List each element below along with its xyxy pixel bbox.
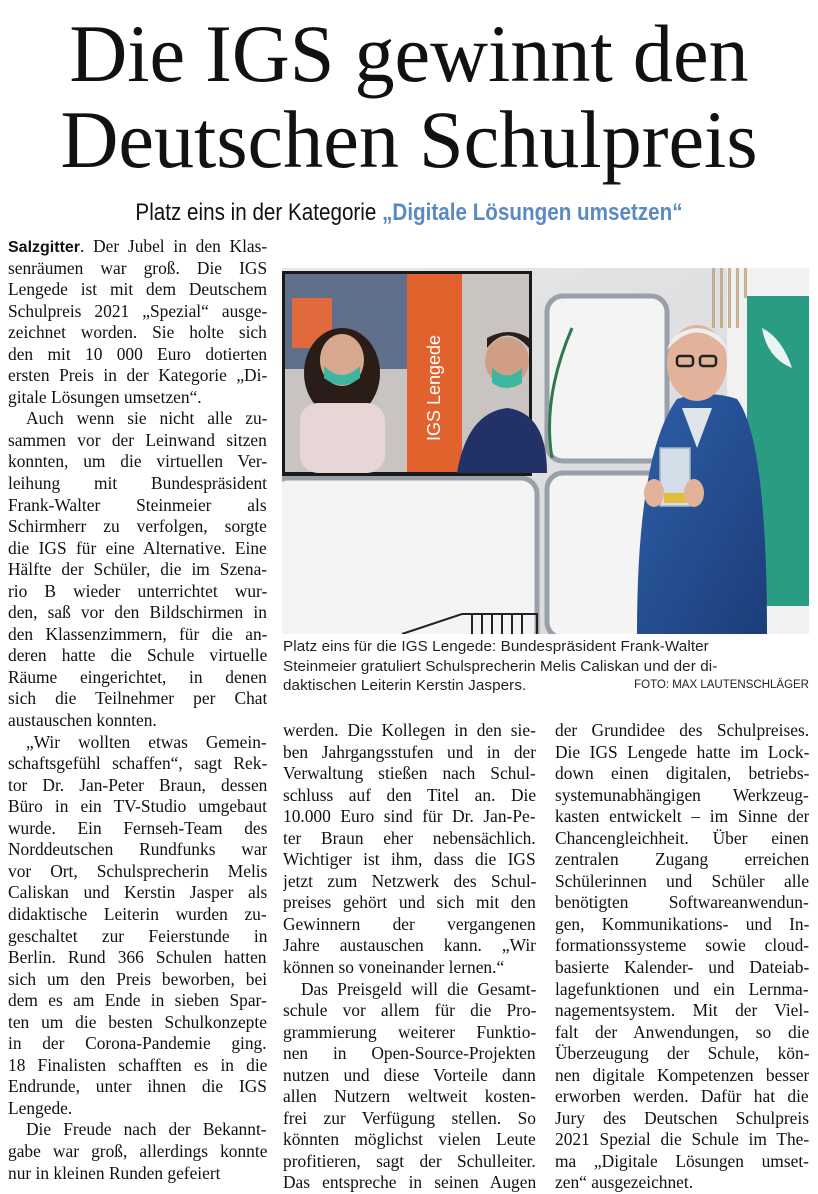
text-line: benötigten Softwareanwendun- bbox=[555, 892, 809, 913]
text-line: lagefunktionen und ein Lernma- bbox=[555, 978, 809, 999]
text-line: ersten Preis in der Kategorie „Di- bbox=[8, 365, 267, 386]
text-line: rio B wieder unterrichtet wur- bbox=[8, 580, 267, 601]
text-line: geschaltet zur Feierstunde in bbox=[8, 925, 267, 946]
text-line: Norddeutschen Rundfunks war bbox=[8, 839, 267, 860]
text-line: sammen vor der Leinwand sitzen bbox=[8, 429, 267, 450]
text-line: Lengede ist mit dem Deutschem bbox=[8, 279, 267, 300]
text-line: Wichtiger ist ihm, dass die IGS bbox=[283, 849, 536, 870]
text-line: Lengede. bbox=[8, 1097, 73, 1118]
headline-line-2: Deutschen Schulpreis bbox=[60, 94, 758, 185]
text-line: können so voneinander lernen.“ bbox=[283, 957, 505, 978]
text-line: allen Nutzern weltweit kosten- bbox=[283, 1086, 536, 1107]
text-line: Gewinnern der vergangenen bbox=[283, 913, 536, 934]
text-line: grammierung weiterer Funktio- bbox=[283, 1021, 536, 1042]
text-line: schaftsgefühl schaffen“, sagt Rek- bbox=[8, 753, 267, 774]
text-line: ten um die besten Schulkonzepte bbox=[8, 1011, 267, 1032]
text-line: profitieren, sagt der Schulleiter. bbox=[283, 1150, 536, 1171]
text-line: Jury des Deutschen Schulpreis bbox=[555, 1107, 809, 1128]
dateline: Salzgitter bbox=[8, 239, 81, 256]
text-line bbox=[8, 236, 267, 258]
text-line: könnten möglichst vielen Leute bbox=[283, 1129, 536, 1150]
headline-line-1: Die IGS gewinnt den bbox=[69, 8, 749, 99]
text-line: Schirmherr zu verfolgen, sorgte bbox=[8, 516, 267, 537]
text-line: tor Dr. Jan-Peter Braun, dessen bbox=[8, 774, 267, 795]
text-line: nagementsystem. Mit der Viel- bbox=[555, 1000, 809, 1021]
caption-line: Steinmeier gratuliert Schulsprecherin Melis Caliskan und der di- bbox=[283, 657, 718, 675]
text-line: Caliskan und Kerstin Jasper als bbox=[8, 882, 267, 903]
text-line: jetzt zum Netzwerk des Schul- bbox=[283, 870, 536, 891]
text-line: zeichnet worden. Sie holte sich bbox=[8, 322, 267, 343]
text-line: Jahre austauschen kann. „Wir bbox=[283, 935, 536, 956]
text-line: nur in kleinen Runden gefeiert bbox=[8, 1162, 221, 1183]
text-line: Das entspreche in seinen Augen bbox=[283, 1172, 536, 1193]
text-line: Auch wenn sie nicht alle zu- bbox=[26, 408, 267, 429]
text-line: formationssysteme sowie cloud- bbox=[555, 935, 809, 956]
text-line: Chancengleichheit. Über einen bbox=[555, 827, 809, 848]
text-line: systemunabhängigen Werkzeug- bbox=[555, 784, 809, 805]
photo-illustration bbox=[282, 268, 809, 634]
article-photo bbox=[282, 268, 809, 634]
text-line: Die IGS Lengede hatte im Lock- bbox=[555, 741, 809, 762]
text-line: ben Jahrgangsstufen und in der bbox=[283, 741, 536, 762]
text-line: zen“ ausgezeichnet. bbox=[555, 1172, 694, 1193]
text-line: Berlin. Rund 366 Schulen hatten bbox=[8, 947, 267, 968]
subheadline bbox=[57, 198, 760, 228]
text-line: erworben werden. Dafür hat die bbox=[555, 1086, 809, 1107]
text-line-content: . Der Jubel in den Klas- bbox=[80, 236, 267, 256]
text-line: 18 Finalisten schafften es in die bbox=[8, 1054, 267, 1075]
text-line: frei zur Verfügung stellen. So bbox=[283, 1107, 536, 1128]
text-line: down einen digitalen, betriebs- bbox=[555, 763, 809, 784]
text-line: sich um den Preis beworben, bei bbox=[8, 968, 267, 989]
photo-caption bbox=[283, 637, 809, 696]
photo-credit: FOTO: MAX LAUTENSCHLÄGER bbox=[634, 679, 809, 691]
text-line: dem es am Ende in sieben Spar- bbox=[8, 990, 267, 1011]
text-line: gitale Lösungen umsetzen“. bbox=[8, 386, 202, 407]
text-line: nen digitale Kompetenzen besser bbox=[555, 1064, 809, 1085]
text-line: preises gehört und sich mit den bbox=[283, 892, 536, 913]
text-line: basierte Kalender- und Dateiab- bbox=[555, 957, 809, 978]
text-line: Hälfte der Schüler, die im Szena- bbox=[8, 559, 267, 580]
text-line: gabe war groß, allerdings konnte bbox=[8, 1140, 267, 1161]
caption-line: Platz eins für die IGS Lengede: Bundespräsident Frank-Walter bbox=[283, 638, 709, 655]
text-line: zentralen Zugang erreichen bbox=[555, 849, 809, 870]
article-column-2 bbox=[283, 720, 536, 1194]
text-line: schluss auf den Titel an. Die bbox=[283, 784, 536, 805]
text-line: austauschen konnten. bbox=[8, 710, 157, 731]
text-line: gen, Kommunikations- und In- bbox=[555, 913, 809, 934]
igs-sign-text: IGS Lengede bbox=[424, 334, 444, 442]
text-line: sich die Teilnehmer per Chat bbox=[8, 688, 267, 709]
text-line: Büro in ein TV-Studio umgebaut bbox=[8, 796, 267, 817]
text-line: Schulpreis 2021 „Spezial“ ausge- bbox=[8, 300, 267, 321]
text-line: Räume eingerichtet, in denen bbox=[8, 666, 267, 687]
text-line: Die Freude nach der Bekannt- bbox=[26, 1119, 267, 1140]
text-line: Schülerinnen und Schüler alle bbox=[555, 870, 809, 891]
text-line: die IGS für eine Alternative. Eine bbox=[8, 537, 267, 558]
text-line: leihung mit Bundespräsident bbox=[8, 473, 267, 494]
subheadline-prefix: Platz eins in der Kategorie bbox=[135, 199, 383, 226]
text-line: schule vor allem für die Pro- bbox=[283, 1000, 536, 1021]
article-column-3 bbox=[555, 720, 809, 1194]
text-line: deren hatte die Schule virtuelle bbox=[8, 645, 267, 666]
text-line: „Wir wollten etwas Gemein- bbox=[26, 731, 267, 752]
text-line: Verwaltung stießen nach Schul- bbox=[283, 763, 536, 784]
text-line: nutzen und diese Vorteile dann bbox=[283, 1064, 536, 1085]
text-line: Frank-Walter Steinmeier als bbox=[8, 494, 267, 515]
text-line: den, saß vor den Bildschirmen in bbox=[8, 602, 267, 623]
text-line: vor Ort, Schulsprecherin Melis bbox=[8, 860, 267, 881]
text-line: Das Preisgeld will die Gesamt- bbox=[301, 978, 536, 999]
text-line: kasten entwickelt – im Sinne der bbox=[555, 806, 809, 827]
subheadline-accent: „Digitale Lösungen umsetzen“ bbox=[382, 199, 683, 226]
text-line: wurde. Ein Fernseh-Team des bbox=[8, 817, 267, 838]
text-line: 2021 Spezial die Schule im The- bbox=[555, 1129, 809, 1150]
text-line: werden. Die Kollegen in den sie- bbox=[283, 720, 536, 740]
article-column-1 bbox=[8, 236, 267, 1184]
caption-line: daktischen Leiterin Kerstin Jaspers. bbox=[283, 677, 527, 694]
text-line: didaktische Leiterin wurden zu- bbox=[8, 903, 267, 924]
text-line: ter Braun eher nebensächlich. bbox=[283, 827, 536, 848]
text-line: Endrunde, unter ihnen die IGS bbox=[8, 1076, 267, 1097]
text-line: falt der Anwendungen, so die bbox=[555, 1021, 809, 1042]
text-line: den mit 10 000 Euro dotierten bbox=[8, 343, 267, 364]
text-line: ma „Digitale Lösungen umset- bbox=[555, 1150, 809, 1171]
text-line: konnten, um die virtuellen Ver- bbox=[8, 451, 267, 472]
text-line: Überzeugung der Schule, kön- bbox=[555, 1043, 809, 1064]
text-line: den Klassenzimmern, für die an- bbox=[8, 623, 267, 644]
text-line: in der Corona-Pandemie ging. bbox=[8, 1033, 267, 1054]
text-line: 10.000 Euro sind für Dr. Jan-Pe- bbox=[283, 806, 536, 827]
text-line: senräumen war groß. Die IGS bbox=[8, 257, 267, 278]
text-line: der Grundidee des Schulpreises. bbox=[555, 720, 809, 740]
text-line: nen in Open-Source-Projekten bbox=[283, 1043, 536, 1064]
